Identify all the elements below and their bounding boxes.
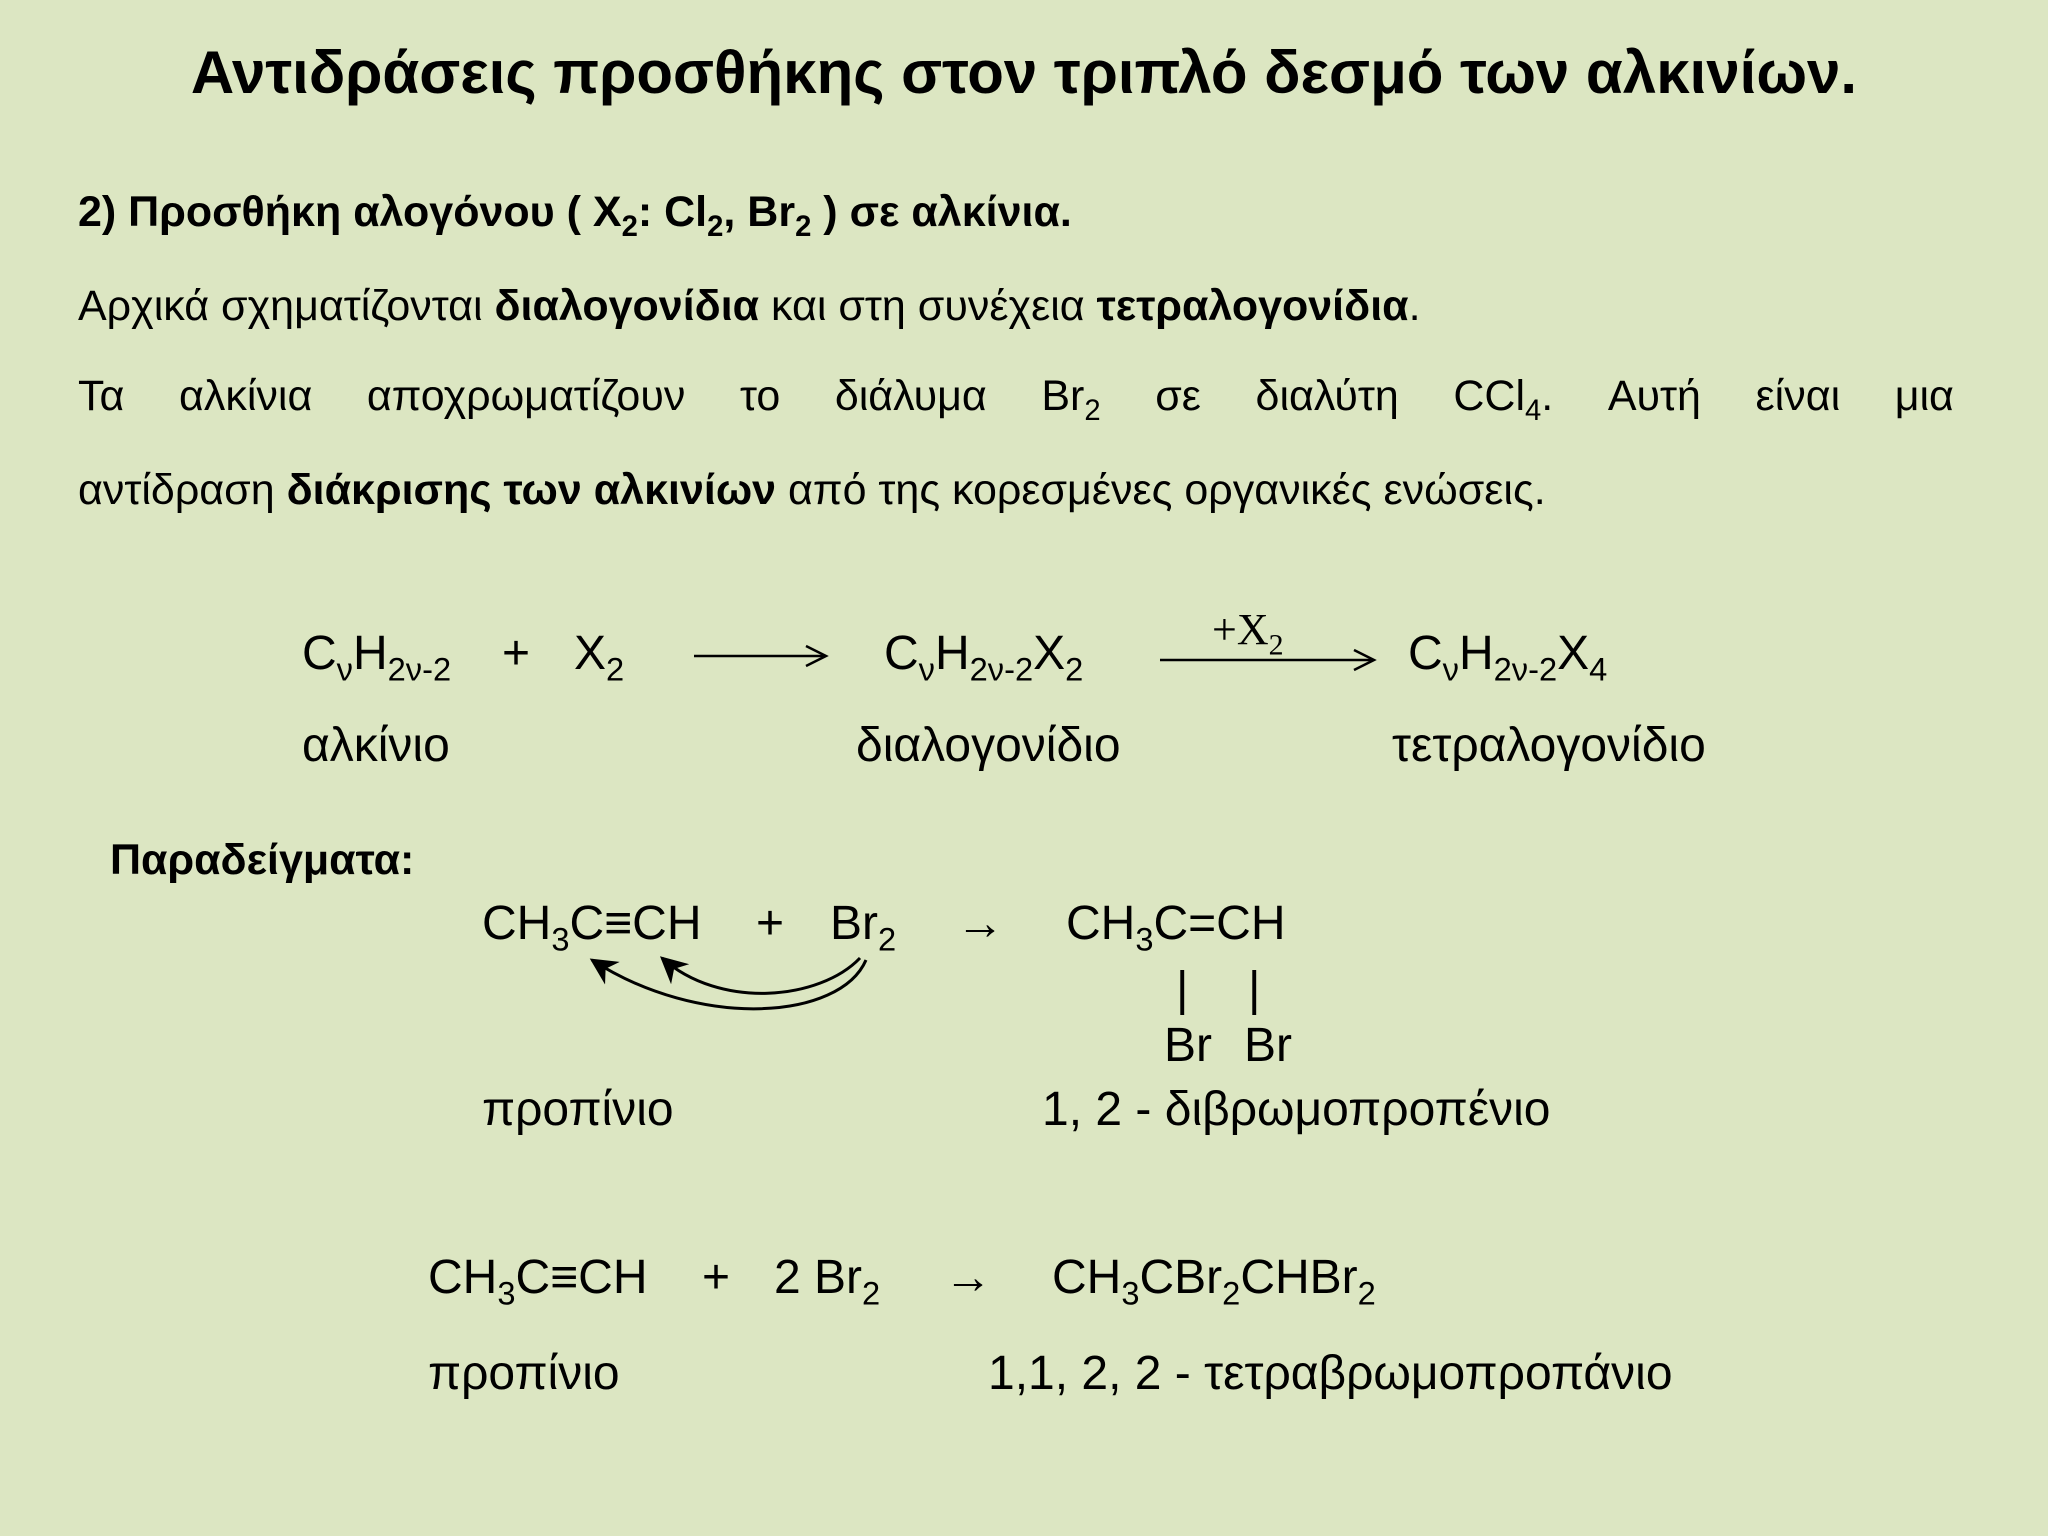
ex1-label-reactant: προπίνιο [482, 1083, 674, 1136]
plus-sign: + [502, 627, 531, 680]
reaction-arrow-2 [1160, 650, 1374, 670]
examples-heading: Παραδείγματα: [110, 836, 415, 884]
ex2-reagent: 2 $Br_2$ [774, 1251, 881, 1312]
ex1-label-product: 1, 2 - διβρωμοπροπένιο [1042, 1083, 1551, 1136]
ex1-br-2: Br [1244, 1019, 1292, 1072]
ex2-label-reactant: προπίνιο [428, 1347, 620, 1400]
ex1-br-1: Br [1164, 1019, 1212, 1072]
formula-dihalide: $C_\nu H_{2\nu-2}X_2$ [884, 627, 1084, 688]
ex1-reagent: $Br_2$ [830, 897, 897, 958]
ex2-reactant: $CH_3C\equiv CH$ [428, 1251, 648, 1312]
formula-halogen: $X_2$ [574, 627, 625, 688]
ex1-bond-2: | [1248, 963, 1261, 1016]
slide-title: Αντιδράσεις προσθήκης στον τριπλό δεσμό των αλκινίων. [190, 39, 1858, 106]
ex1-arrow: → [956, 897, 1004, 950]
paragraph-3: αντίδραση διάκρισης των αλκινίων από της κορεσμένες οργανικές ενώσεις. [78, 466, 1546, 514]
ex2-plus: + [702, 1251, 731, 1304]
formula-tetrahalide: $C_\nu H_{2\nu-2}X_4$ [1408, 627, 1608, 688]
arrow-label: $+X_2$ [1212, 605, 1284, 662]
section-heading: 2) Προσθήκη αλογόνου ( $X_2$: $Cl_2$, $Br_2$ ) σε αλκίνια. [78, 188, 1072, 244]
paragraph-1: Αρχικά σχηματίζονται διαλογονίδια και στη συνέχεια τετραλογονίδια. [78, 282, 1421, 330]
label-alkyne: αλκίνιο [302, 719, 450, 772]
ex2-product: $CH_3CBr_2CHBr_2$ [1052, 1251, 1376, 1312]
reaction-arrow-1 [694, 646, 826, 666]
label-dihalide: διαλογονίδιο [856, 719, 1121, 772]
ex1-plus: + [756, 897, 785, 950]
label-tetrahalide: τετραλογονίδιο [1392, 719, 1706, 772]
paragraph-2: Τα αλκίνια αποχρωματίζουν το διάλυμα $Br_2$ σε διαλύτη CCl$_4$. Αυτή είναι μια [78, 372, 1954, 428]
ex1-bond-1: | [1176, 963, 1189, 1016]
formula-alkyne: $C_\nu H_{2\nu-2}$ [302, 627, 452, 688]
ex1-product: $CH_3C=CH$ [1066, 897, 1286, 958]
ex1-reactant: $CH_3C\equiv CH$ [482, 897, 702, 958]
curved-arrow-outer [592, 960, 866, 1009]
ex2-label-product: 1,1, 2, 2 - τετραβρωμοπροπάνιο [988, 1347, 1673, 1400]
curved-arrow-inner [662, 958, 860, 993]
ex2-arrow: → [944, 1251, 992, 1304]
